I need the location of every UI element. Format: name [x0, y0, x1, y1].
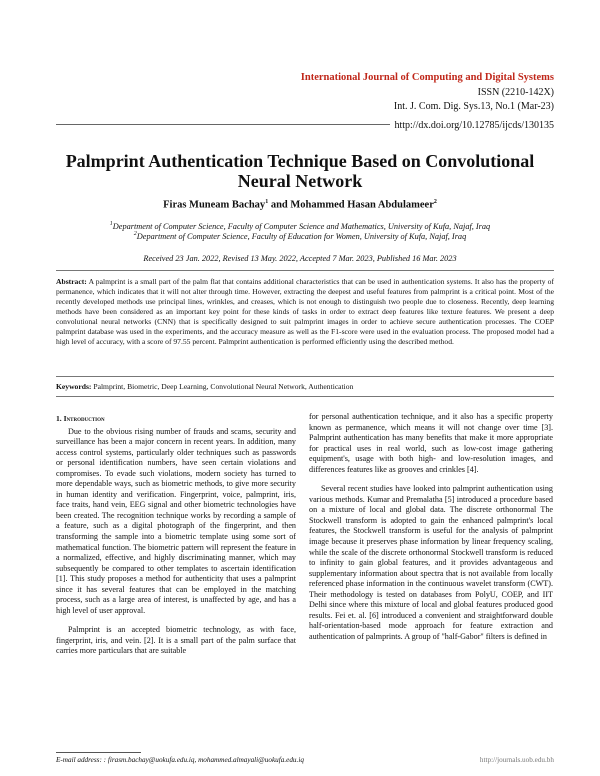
paragraph: for personal authentication technique, and it also has a specific property known as permanence, which means it will not change over time [3]. Palmprint authentication has many benefits that make it more appropriate for practical uses in real world, such as low-cost image gathering equipment's, usage with both high- and low-resolution images, and differences features like as grooves and crinkles [4]. — [309, 412, 553, 474]
abstract-top-rule — [56, 270, 554, 271]
section-heading — [56, 414, 296, 425]
author-conjunction: and — [270, 199, 288, 211]
affiliation-1-text: Department of Computer Science, Faculty of Computer Science and Mathematics, University of Kufa, Najaf, Iraq — [112, 221, 491, 231]
affiliation-2 — [40, 231, 560, 241]
paragraph: Several recent studies have looked into palmprint authentication using various methods. Kumar and Premalatha [5] introduced a procedure based on a mixture of local and global data. The discrete orthonormal The Stockwell transform is adopted to gain the enhanced palmprint's local features, the Stockwell transform is useful for the analysis of palmprint image because it preserves phase information by linear frequency scaling, while the scale of the discrete orthonormal Stockwell transform is reduced to infinity to gain global features, and it provides advantageous and supplementary information about spectra that is not available from locally referenced phase information in the continuous wavelet transform (CWT). Their methodology is tested on databases from PolyU, COEP, and IIT Delhi since where this mixture of local and global features produced good results. Fei et. al. [6] introduced a convenient and straightforward double half-orientation-based mode approach for feature extraction and authentication of palmprints. A group of "half-Gabor" filters is defined in — [309, 484, 553, 641]
right-column — [309, 412, 553, 642]
journal-issn: ISSN (2210-142X) — [477, 87, 554, 98]
author-line — [40, 199, 560, 211]
publication-dates: Received 23 Jan. 2022, Revised 13 May. 2022, Accepted 7 Mar. 2023, Published 16 Mar. 2023 — [143, 254, 457, 263]
section-title: Introduction — [63, 414, 105, 423]
author-1: Firas Muneam Bachay — [163, 199, 266, 211]
keywords-bottom-rule — [56, 396, 554, 397]
paragraph: Palmprint is an accepted biometric technology, as with face, fingerprint, iris, and vein. [2]. It is a small part of the palm surface that carries more particulars that are suitable — [56, 625, 296, 656]
author-1-affil-mark: 1 — [265, 199, 269, 205]
abstract-label: Abstract: — [56, 277, 87, 286]
section-number: 1. — [56, 414, 62, 423]
abstract — [56, 277, 554, 347]
author-2-affil-mark: 2 — [433, 199, 437, 205]
affiliation-1-mark: 1 — [109, 221, 113, 227]
footer-email: E-mail address: : firasm.bachay@uokufa.edu.iq, mohammed.almayali@uokufa.edu.iq — [56, 756, 304, 764]
affiliation-2-mark: 2 — [133, 231, 137, 237]
abstract-text: A palmprint is a small part of the palm flat that contains additional characteristics that can be used in authentication systems. It also has the property of permanence, which indicates that it will not alter through time. However, extracting the deepest and useful features from palmprint is a critical point. Most of the recently developed methods use principal lines, wrinkles, and creases, which is not enough to distinguish two people due to closeness. Recently, deep learning methods have been considered as an important key point for these kinds of tasks in order to extract deep features like texture features. We present a deep convolutional neural networks (CNN) that is specifically designed to suit palmprint images in order to achieve secure authentication processes. The COEP palmprint database was used in the experiments, and the accuracy measure as well as the F1-score were used in the evaluation process. The proposed model had a high level of accuracy, with a score of 97.55 percent. Palmprint authentication is performed efficiently using the described method. — [56, 277, 554, 346]
keywords — [56, 382, 554, 392]
journal-citation: Int. J. Com. Dig. Sys.13, No.1 (Mar-23) — [393, 101, 554, 112]
affiliation-2-text: Department of Computer Science, Faculty of Education for Women, University of Kufa, Najaf, Iraq — [136, 231, 467, 241]
paper-title: Palmprint Authentication Technique Based on Convolutional Neural Network — [65, 151, 535, 191]
doi-link[interactable]: http://dx.doi.org/10.12785/ijcds/130135 — [390, 120, 554, 131]
footer-url[interactable]: http://journals.uob.edu.bh — [479, 756, 554, 764]
affiliation-1 — [40, 221, 560, 231]
keywords-label: Keywords: — [56, 382, 92, 391]
footnote-rule — [56, 752, 141, 753]
paragraph: Due to the obvious rising number of frauds and scams, security and surveillance has been a major concern in recent years. In addition, many access control systems, particularly older techniques such as passwords or personal identification numbers, have seen certain violations and compromises. To evade such violations, modern society has turned to more dependable ways, such as biometric methods, to give more security in human identity and verification. Fingerprint, voice, palmprint, iris, face traits, hand vein, EEG signal and other biometric technologies have been created. The recognition technique works by recording a sample of a feature, such as a digital photograph of the fingerprint, and then transforming the sample into a biometric template using some sort of mathematical function. The biometric pattern will represent the feature in a normalized, effective, and highly discriminating manner, which may subsequently be compared to other templates to ascertain identification [1]. This study proposes a method for authenticity that uses a palmprint since it has several features that can be employed in the matching process, such as a large area of interest, is unaffected by age, and has a high level of user approval. — [56, 426, 296, 615]
author-2: Mohammed Hasan Abdulameer — [290, 199, 434, 211]
keywords-text: Palmprint, Biometric, Deep Learning, Convolutional Neural Network, Authentication — [93, 382, 354, 391]
abstract-bottom-rule — [56, 376, 554, 377]
journal-name: International Journal of Computing and Digital Systems — [300, 72, 554, 83]
left-column — [56, 414, 296, 657]
